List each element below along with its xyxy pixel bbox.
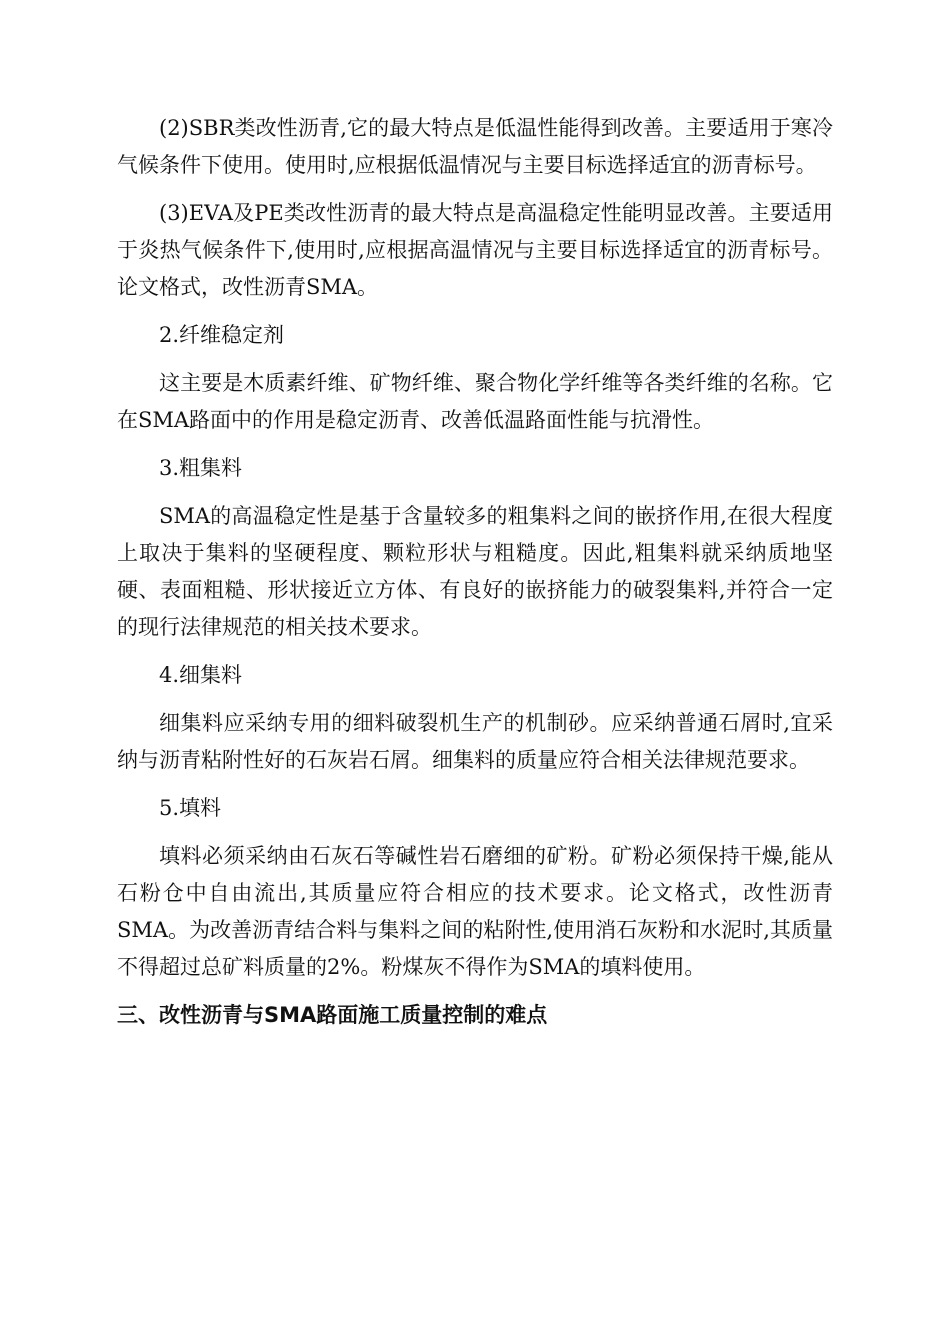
subheading-filler: 5.填料 <box>159 796 222 820</box>
subheading-coarse-aggregate: 3.粗集料 <box>159 456 243 480</box>
subheading-fiber-stabilizer: 2.纤维稳定剂 <box>159 323 285 347</box>
paragraph-sbr-modified-asphalt: (2)SBR类改性沥青,它的最大特点是低温性能得到改善。主要适用于寒冷气候条件下使用。使用时,应根据低温情况与主要目标选择适宜的沥青标号。 <box>117 116 833 177</box>
section-title: 三、改性沥青与SMA路面施工质量控制的难点 <box>117 1003 548 1027</box>
paragraph-fiber-stabilizer: 这主要是木质素纤维、矿物纤维、聚合物化学纤维等各类纤维的名称。它在SMA路面中的作用是稳定沥青、改善低温路面性能与抗滑性。 <box>117 371 833 432</box>
subheading-fine-aggregate: 4.细集料 <box>159 663 243 687</box>
paragraph-coarse-aggregate: SMA的高温稳定性是基于含量较多的粗集料之间的嵌挤作用,在很大程度上取决于集料的坚硬程度、颗粒形状与粗糙度。因此,粗集料就采纳质地坚硬、表面粗糙、形状接近立方体、有良好的嵌挤能力的破裂集料,并符合一定的现行法律规范的相关技术要求。 <box>117 504 833 639</box>
document-body <box>117 110 833 1034</box>
paragraph-filler: 填料必须采纳由石灰石等碱性岩石磨细的矿粉。矿粉必须保持干燥,能从石粉仓中自由流出,其质量应符合相应的技术要求。论文格式，改性沥青SMA。为改善沥青结合料与集料之间的粘附性,使用消石灰粉和水泥时,其质量不得超过总矿料质量的2%。粉煤灰不得作为SMA的填料使用。 <box>117 844 833 979</box>
paragraph-fine-aggregate: 细集料应采纳专用的细料破裂机生产的机制砂。应采纳普通石屑时,宜采纳与沥青粘附性好的石灰岩石屑。细集料的质量应符合相关法律规范要求。 <box>117 711 833 772</box>
paragraph-eva-pe-modified-asphalt: (3)EVA及PE类改性沥青的最大特点是高温稳定性能明显改善。主要适用于炎热气候条件下,使用时,应根据高温情况与主要目标选择适宜的沥青标号。论文格式，改性沥青SMA。 <box>117 201 833 299</box>
